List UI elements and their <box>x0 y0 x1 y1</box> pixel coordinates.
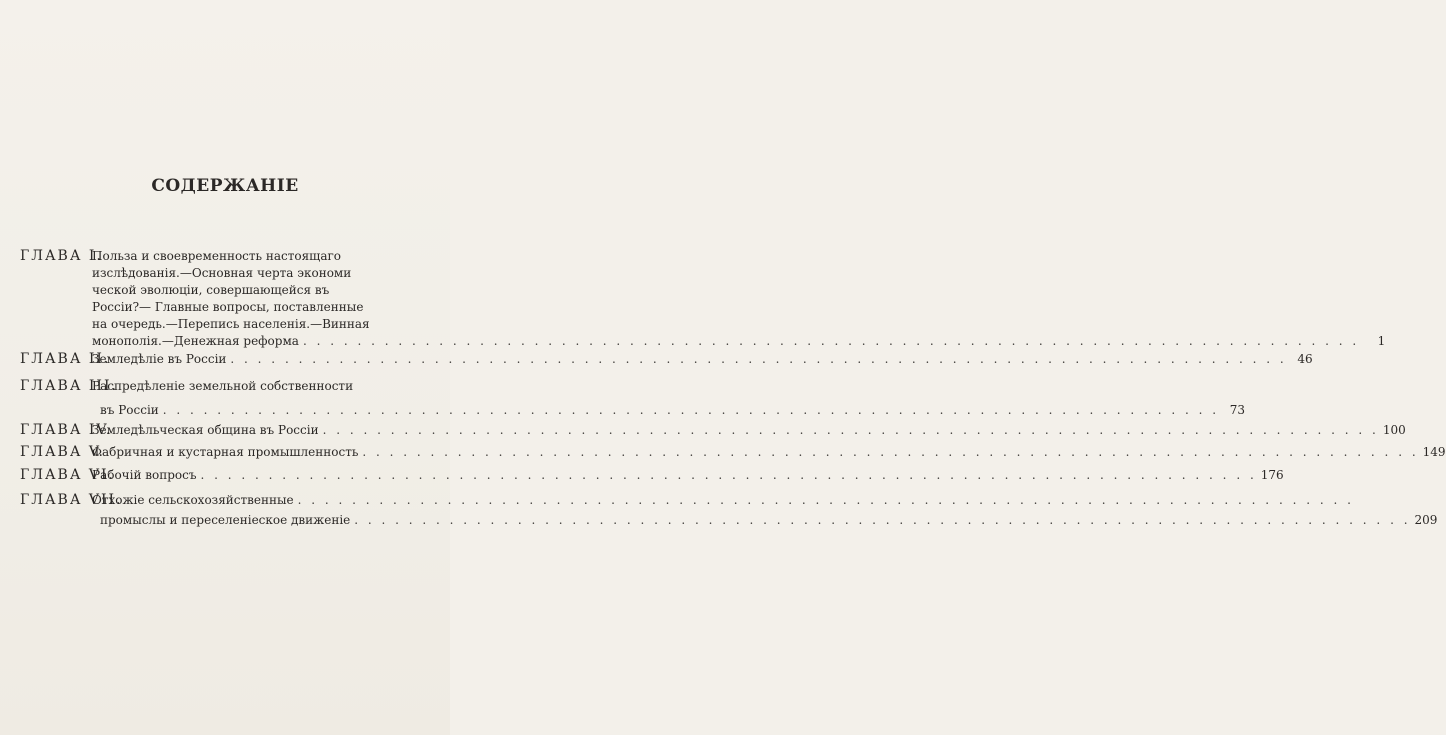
toc-text-line: монополія.—Денежная реформа <box>92 334 299 348</box>
page-number: 1 <box>1377 334 1386 348</box>
chapter-label: ГЛАВА VII. <box>20 492 123 508</box>
dot-leader: . . . . . . . . . . . . . . . . . . . . . . . . . . . . . . . . . . . . . . . . . . . . . . . . . . . . . . . . . . . . . . . . . . . . . . . . . . . . . . <box>362 445 1419 459</box>
page-number: 176 <box>1260 468 1284 482</box>
toc-text-line: на очередь.—Перепись населенія.—Винная <box>92 317 370 331</box>
toc-entry-chapter-4 <box>20 422 1406 442</box>
chapter-label: ГЛАВА IV. <box>20 422 113 438</box>
page-number: 209 <box>1414 513 1438 527</box>
toc-leader-line <box>92 467 1284 484</box>
toc-leader-line <box>92 492 1354 509</box>
toc-text-line: Рабочій вопросъ <box>92 468 197 482</box>
page-number: 46 <box>1297 352 1313 366</box>
toc-entry-chapter-6 <box>20 467 1284 487</box>
toc-leader-line <box>100 402 1246 419</box>
dot-leader: . . . . . . . . . . . . . . . . . . . . . . . . . . . . . . . . . . . . . . . . . . . . . . . . . . . . . . . . . . . . . . . . . . . . . . . . . . . . . . <box>200 468 1257 482</box>
chapter-label: ГЛАВА VI. <box>20 467 115 483</box>
page-number: 149 <box>1422 445 1446 459</box>
toc-entry-chapter-3 <box>20 378 1246 418</box>
chapter-label: ГЛАВА V. <box>20 444 106 460</box>
toc-leader-line <box>92 351 1313 368</box>
toc-leader-line <box>92 333 1386 350</box>
page-number: 100 <box>1382 423 1406 437</box>
dot-leader: . . . . . . . . . . . . . . . . . . . . . . . . . . . . . . . . . . . . . . . . . . . . . . . . . . . . . . . . . . . . . . . . . . . . . . . . . . . . . . <box>302 334 1360 348</box>
dot-leader: . . . . . . . . . . . . . . . . . . . . . . . . . . . . . . . . . . . . . . . . . . . . . . . . . . . . . . . . . . . . . . . . . . . . . . . . . . . . . . <box>297 493 1354 507</box>
toc-leader-line <box>100 512 1438 529</box>
toc-text-line: промыслы и переселеніеское движеніе <box>100 513 351 527</box>
chapter-label: ГЛАВА I. <box>20 248 103 264</box>
toc-text-line: Земледѣльческая община въ Россіи <box>92 423 319 437</box>
dot-leader: . . . . . . . . . . . . . . . . . . . . . . . . . . . . . . . . . . . . . . . . . . . . . . . . . . . . . . . . . . . . . . . . . . . . . . . . . . . . . . <box>354 513 1411 527</box>
toc-text-line: Фабричная и кустарная промышленность <box>92 445 359 459</box>
page-number: 73 <box>1229 403 1246 417</box>
toc-entry-chapter-7 <box>20 492 1438 532</box>
toc-text-line: изслѣдованія.—Основная черта экономи <box>92 266 352 280</box>
chapter-label: ГЛАВА III. <box>20 378 118 394</box>
toc-leader-line <box>92 422 1406 439</box>
dot-leader: . . . . . . . . . . . . . . . . . . . . . . . . . . . . . . . . . . . . . . . . . . . . . . . . . . . . . . . . . . . . . . . . . . . . . . . . . . . . . . <box>322 423 1379 437</box>
toc-leader-line <box>92 444 1446 461</box>
toc-text-line: Россіи?— Главные вопросы, поставленные <box>92 300 364 314</box>
toc-text-line: Польза и своевременность настоящаго <box>92 249 342 263</box>
chapter-label: ГЛАВА II. <box>20 351 111 367</box>
toc-entry-chapter-2 <box>20 351 1313 371</box>
dot-leader: . . . . . . . . . . . . . . . . . . . . . . . . . . . . . . . . . . . . . . . . . . . . . . . . . . . . . . . . . . . . . . . . . . . . . . . . . . . . . . <box>162 403 1220 417</box>
toc-text-line: ческой эволюціи, совершающейся въ <box>92 283 330 297</box>
toc-text-line: Отхожіе сельскохозяйственные <box>92 493 294 507</box>
page-title: СОДЕРЖАНІЕ <box>151 176 299 196</box>
toc-text-line: Распредѣленіе земельной собственности <box>92 379 354 393</box>
toc-entry-chapter-5 <box>20 444 1446 464</box>
dot-leader: . . . . . . . . . . . . . . . . . . . . . . . . . . . . . . . . . . . . . . . . . . . . . . . . . . . . . . . . . . . . . . . . . . . . . . . . . . . . . . <box>230 352 1287 366</box>
toc-text-line: въ Россіи <box>100 403 159 417</box>
toc-text-line: Земледѣліе въ Россіи <box>92 352 227 366</box>
